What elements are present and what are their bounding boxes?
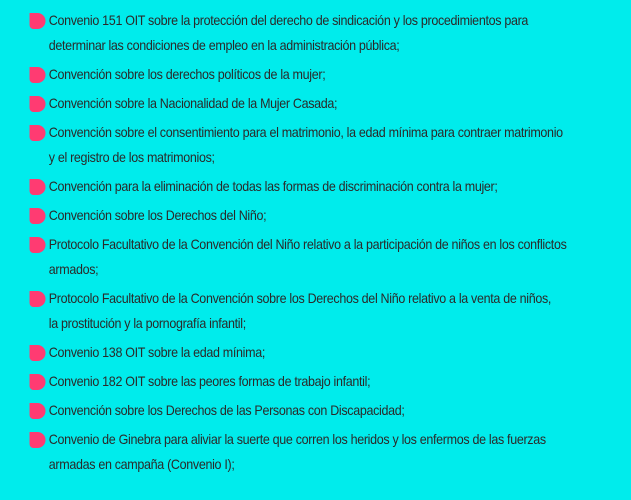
teardrop-bullet-icon <box>29 402 47 420</box>
list-item <box>0 91 625 116</box>
teardrop-bullet-icon <box>29 290 47 308</box>
teardrop-bullet-icon <box>29 344 47 362</box>
teardrop-bullet-icon <box>29 12 47 30</box>
teardrop-bullet-icon <box>29 431 47 449</box>
list-item-text-line2: determinar las condiciones de empleo en la administración pública; <box>48 38 400 53</box>
list-item-text-line1: Convención sobre la Nacionalidad de la Mujer Casada; <box>48 96 338 111</box>
list-item <box>0 369 625 394</box>
list-item-text-line1: Convenio 138 OIT sobre la edad mínima; <box>48 345 266 360</box>
list-item-text-line1: Convención sobre los derechos políticos de la mujer; <box>48 67 326 82</box>
list-item <box>0 232 625 282</box>
list-item-text-line1: Convención para la eliminación de todas las formas de discriminación contra la mujer; <box>48 179 498 194</box>
list-item-text-line1: Convención sobre el consentimiento para el matrimonio, la edad mínima para contraer matrimonio <box>48 125 563 140</box>
list-item-text-line2: la prostitución y la pornografía infantil; <box>48 316 246 331</box>
teardrop-bullet-icon <box>29 95 47 113</box>
list-item <box>0 62 625 87</box>
list-item <box>0 174 625 199</box>
teardrop-bullet-icon <box>29 178 47 196</box>
list-item <box>0 427 625 477</box>
teardrop-bullet-icon <box>29 373 47 391</box>
teardrop-bullet-icon <box>29 66 47 84</box>
list-item-text-line1: Convención sobre los Derechos del Niño; <box>48 208 267 223</box>
list-item <box>0 120 625 170</box>
list-item <box>0 398 625 423</box>
list-item <box>0 286 625 336</box>
list-item-text-line1: Protocolo Facultativo de la Convención del Niño relativo a la participación de niños en los conflictos <box>48 237 567 252</box>
list-item <box>0 340 625 365</box>
list-item-text-line1: Convenio 182 OIT sobre las peores formas de trabajo infantil; <box>48 374 371 389</box>
list-item-text-line2: y el registro de los matrimonios; <box>48 150 215 165</box>
teardrop-bullet-icon <box>29 236 47 254</box>
list-item-text-line1: Convenio de Ginebra para aliviar la suerte que corren los heridos y los enfermos de las fuerzas <box>48 432 546 447</box>
list-item-text-line1: Convenio 151 OIT sobre la protección del derecho de sindicación y los procedimientos para <box>48 13 529 28</box>
list-item <box>0 203 625 228</box>
list-item <box>0 8 625 58</box>
list-item-text-line2: armadas en campaña (Convenio I); <box>48 457 235 472</box>
list-item-text-line1: Protocolo Facultativo de la Convención sobre los Derechos del Niño relativo a la venta de niños, <box>48 291 552 306</box>
list-item-text-line2: armados; <box>48 262 99 277</box>
teardrop-bullet-icon <box>29 124 47 142</box>
teardrop-bullet-icon <box>29 207 47 225</box>
list-item-text-line1: Convención sobre los Derechos de las Personas con Discapacidad; <box>48 403 405 418</box>
